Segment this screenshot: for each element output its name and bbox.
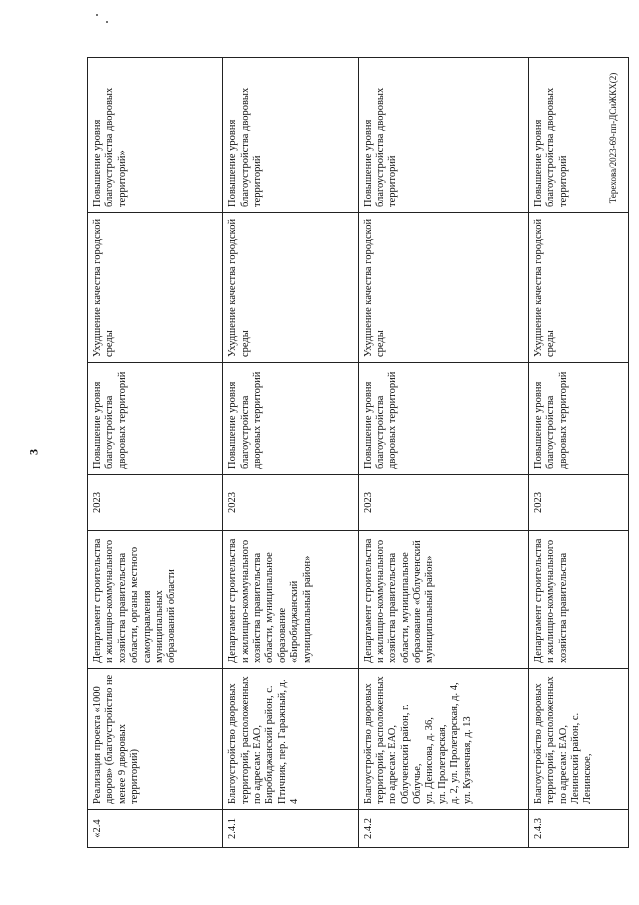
expected-result: Повышение уровня благоустройства дворовых территорий xyxy=(88,363,223,475)
year: 2023 xyxy=(88,475,223,531)
indicator-link: Повышение уровня благоустройства дворовых территорий xyxy=(358,58,528,213)
year: 2023 xyxy=(358,475,528,531)
year: 2023 xyxy=(528,475,628,531)
measure-name: Благоустройство дворовых территорий, расположенных по адресам: ЕАО, Ленинский район, с. Ленинское, xyxy=(528,669,628,810)
measure-name: Благоустройство дворовых территорий, расположенных по адресам: ЕАО, Облученский район, г. Облучье, ул. Денисова, д. 36, ул. Пролетарская, д. 2, ул. Пролетарская, д. 4, ул. Кузнечная, д. 13 xyxy=(358,669,528,810)
table-row xyxy=(358,58,528,848)
row-number: 2.4.2 xyxy=(358,810,528,848)
measure-name: Реализация проекта «1000 дворов» (благоустройство не менее 9 дворовых территорий) xyxy=(88,669,223,810)
measures-table xyxy=(87,57,629,848)
indicator-link: Повышение уровня благоустройства дворовых территорий xyxy=(223,58,358,213)
row-number: «2.4 xyxy=(88,810,223,848)
document-code: Терехова/2023-69-пп-ДСиЖКХ(2) xyxy=(608,72,618,204)
executor: Департамент строительства и жилищно-коммунального хозяйства правительства xyxy=(528,531,628,669)
rotated-table-container xyxy=(87,58,629,848)
expected-result: Повышение уровня благоустройства дворовых территорий xyxy=(223,363,358,475)
expected-result: Повышение уровня благоустройства дворовых территорий xyxy=(358,363,528,475)
indicator-link: Повышение уровня благоустройства дворовых территорий» xyxy=(88,58,223,213)
risk: Ухудшение качества городской среды xyxy=(528,213,628,363)
indicator-link: Повышение уровня благоустройства дворовых территорий xyxy=(528,58,628,213)
expected-result: Повышение уровня благоустройства дворовых территорий xyxy=(528,363,628,475)
year: 2023 xyxy=(223,475,358,531)
risk: Ухудшение качества городской среды xyxy=(88,213,223,363)
table-inner xyxy=(87,58,629,848)
row-number: 2.4.1 xyxy=(223,810,358,848)
executor: Департамент строительства и жилищно-коммунального хозяйства правительства области, муниципальное образование «Облученский муниципальный район» xyxy=(358,531,528,669)
scan-speck xyxy=(106,21,108,23)
page-number: 3 xyxy=(26,449,41,455)
row-number: 2.4.3 xyxy=(528,810,628,848)
risk: Ухудшение качества городской среды xyxy=(223,213,358,363)
risk: Ухудшение качества городской среды xyxy=(358,213,528,363)
executor: Департамент строительства и жилищно-коммунального хозяйства правительства области, органы местного самоуправления муниципальных образований области xyxy=(88,531,223,669)
table-row xyxy=(88,58,223,848)
table-row xyxy=(223,58,358,848)
executor: Департамент строительства и жилищно-коммунального хозяйства правительства области, муниципальное образование «Биробиджанский муниципальный район» xyxy=(223,531,358,669)
table-row xyxy=(528,58,628,848)
scan-speck xyxy=(96,14,98,16)
measure-name: Благоустройство дворовых территорий, расположенных по адресам: ЕАО, Биробиджанский район, с. Птичник, пер. Гаражный, д. 4 xyxy=(223,669,358,810)
